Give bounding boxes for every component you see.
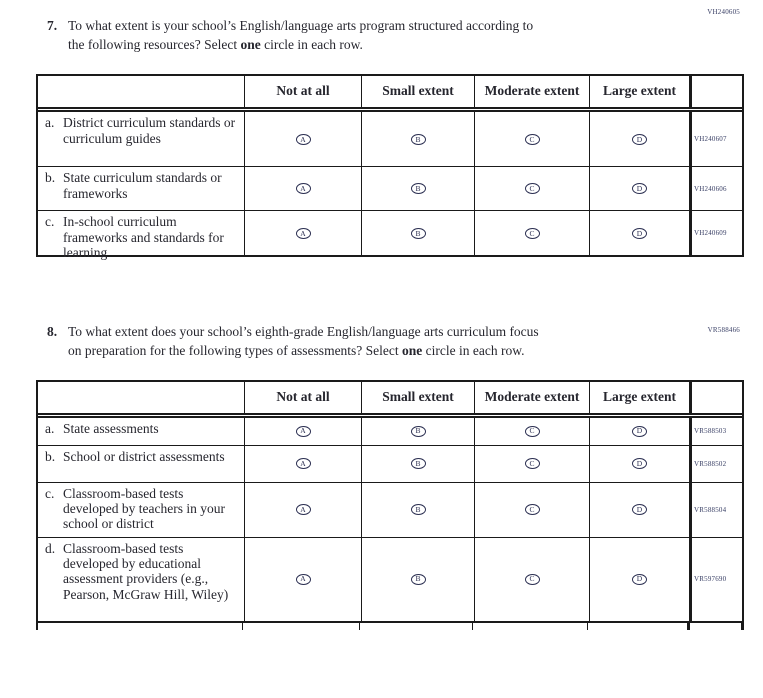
- question-7-prompt: [47, 17, 703, 54]
- row-code: VR597690: [690, 538, 746, 621]
- answer-bubble-d[interactable]: D: [632, 574, 647, 585]
- option-cell: [245, 418, 362, 445]
- answer-bubble-b[interactable]: B: [411, 134, 426, 145]
- header-cell-small-extent: Small extent: [362, 382, 475, 413]
- table-row: [38, 537, 742, 621]
- option-cell: [590, 446, 690, 482]
- row-letter: b.: [45, 448, 56, 464]
- header-cell-moderate-extent: Moderate extent: [475, 76, 590, 107]
- prompt-text: circle in each row.: [260, 36, 363, 52]
- prompt-line: [68, 36, 533, 55]
- option-cell: [475, 418, 590, 445]
- answer-bubble-d[interactable]: D: [632, 228, 647, 239]
- prompt-line: To what extent is your school’s English/language arts program structured according to: [68, 18, 534, 33]
- question-8-number: 8.: [47, 324, 58, 340]
- question-8-prompt: [47, 323, 703, 360]
- option-cell: [590, 538, 690, 621]
- row-label: [38, 167, 245, 210]
- option-cell: [590, 167, 690, 210]
- row-code: VH240607: [690, 112, 746, 166]
- option-cell: [590, 112, 690, 166]
- answer-bubble-b[interactable]: B: [411, 228, 426, 239]
- answer-bubble-d[interactable]: D: [632, 134, 647, 145]
- row-code: VH240609: [690, 211, 746, 255]
- answer-bubble-c[interactable]: C: [525, 458, 540, 469]
- option-cell: [475, 211, 590, 255]
- option-cell: [245, 483, 362, 537]
- answer-bubble-c[interactable]: C: [525, 134, 540, 145]
- row-code: VR588504: [690, 483, 746, 537]
- row-label: [38, 112, 245, 166]
- answer-bubble-b[interactable]: B: [411, 458, 426, 469]
- answer-bubble-a[interactable]: A: [296, 183, 311, 194]
- option-cell: [475, 538, 590, 621]
- row-label: [38, 418, 245, 445]
- row-code: VR588502: [690, 446, 746, 482]
- option-cell: [475, 167, 590, 210]
- row-letter: a.: [45, 420, 55, 436]
- table-row: [38, 210, 742, 260]
- option-cell: [245, 112, 362, 166]
- header-cell-moderate-extent: Moderate extent: [475, 382, 590, 413]
- answer-bubble-c[interactable]: C: [525, 574, 540, 585]
- option-cell: [475, 112, 590, 166]
- table-row: [38, 418, 742, 445]
- option-cell: [362, 167, 475, 210]
- answer-bubble-c[interactable]: C: [525, 426, 540, 437]
- row-code: VH240606: [690, 167, 746, 210]
- question-8-code: VR588466: [707, 326, 740, 335]
- header-cell-empty: [38, 76, 245, 107]
- row-label: [38, 446, 245, 482]
- cut-rule: [243, 623, 360, 630]
- question-8-response-table: [36, 380, 744, 623]
- option-cell: [245, 538, 362, 621]
- row-label: [38, 211, 245, 260]
- option-cell: [590, 211, 690, 255]
- option-cell: [362, 211, 475, 255]
- option-cell: [590, 483, 690, 537]
- question-7: [0, 0, 763, 260]
- option-cell: [475, 483, 590, 537]
- prompt-text: circle in each row.: [422, 342, 525, 358]
- row-label-text: Classroom-based tests developed by educational assessment providers (e.g., Pearson, McGraw Hill, Wiley): [63, 540, 229, 602]
- row-letter: d.: [45, 540, 56, 556]
- answer-bubble-c[interactable]: C: [525, 504, 540, 515]
- row-label: [38, 483, 245, 537]
- answer-bubble-a[interactable]: A: [296, 504, 311, 515]
- answer-bubble-d[interactable]: D: [632, 183, 647, 194]
- option-cell: [362, 483, 475, 537]
- prompt-text: the following resources? Select: [68, 36, 241, 52]
- prompt-line: [68, 342, 539, 361]
- prompt-text: on preparation for the following types of assessments? Select: [68, 342, 403, 358]
- question-7-response-table: [36, 74, 744, 260]
- cut-rule: [360, 623, 473, 630]
- answer-bubble-a[interactable]: A: [296, 458, 311, 469]
- prompt-bold-word: one: [402, 342, 423, 358]
- option-cell: [362, 446, 475, 482]
- table-row: [38, 166, 742, 210]
- header-cell-not-at-all: Not at all: [245, 76, 362, 107]
- row-label-text: State assessments: [63, 420, 159, 436]
- table-row: [38, 445, 742, 482]
- header-cell-large-extent: Large extent: [590, 76, 690, 107]
- answer-bubble-b[interactable]: B: [411, 504, 426, 515]
- row-code: VR588503: [690, 418, 746, 445]
- row-letter: c.: [45, 485, 55, 501]
- question-7-number: 7.: [47, 18, 58, 33]
- answer-bubble-d[interactable]: D: [632, 504, 647, 515]
- prompt-bold-word: one: [240, 36, 261, 52]
- option-cell: [245, 167, 362, 210]
- answer-bubble-b[interactable]: B: [411, 183, 426, 194]
- row-letter: c.: [45, 214, 55, 230]
- answer-bubble-a[interactable]: A: [296, 228, 311, 239]
- row-letter: b.: [45, 170, 56, 186]
- row-label-text: State curriculum standards or frameworks: [63, 170, 222, 201]
- question-7-code: VH240605: [707, 8, 740, 16]
- header-cell-empty: [38, 382, 245, 413]
- option-cell: [362, 418, 475, 445]
- row-letter: a.: [45, 115, 55, 131]
- question-8: [0, 323, 763, 629]
- answer-bubble-c[interactable]: C: [525, 228, 540, 239]
- cut-rule: [688, 623, 742, 630]
- option-cell: [245, 446, 362, 482]
- prompt-line: To what extent does your school’s eighth-grade English/language arts curriculum focus: [68, 324, 539, 340]
- option-cell: [475, 446, 590, 482]
- option-cell: [362, 538, 475, 621]
- answer-bubble-b[interactable]: B: [411, 426, 426, 437]
- answer-bubble-b[interactable]: B: [411, 574, 426, 585]
- row-label-text: School or district assessments: [63, 448, 225, 464]
- row-label: [38, 538, 245, 621]
- answer-bubble-d[interactable]: D: [632, 458, 647, 469]
- header-cell-small-extent: Small extent: [362, 76, 475, 107]
- row-label-text: Classroom-based tests developed by teachers in your school or district: [63, 485, 225, 532]
- row-label-text: District curriculum standards or curriculum guides: [63, 115, 236, 146]
- table-cutoff-strip: [36, 623, 744, 630]
- question-7-prompt-text: [68, 17, 533, 54]
- option-cell: [245, 211, 362, 255]
- header-cell-not-at-all: Not at all: [245, 382, 362, 413]
- header-cell-code: [690, 76, 746, 107]
- row-label-text: In-school curriculum frameworks and standards for learning: [63, 214, 224, 260]
- option-cell: [590, 418, 690, 445]
- header-cell-code: [690, 382, 746, 413]
- option-cell: [362, 112, 475, 166]
- answer-bubble-a[interactable]: A: [296, 574, 311, 585]
- cut-rule: [473, 623, 588, 630]
- table-header-row: [38, 76, 742, 112]
- table-row: [38, 482, 742, 537]
- table-row: [38, 112, 742, 166]
- answer-bubble-a[interactable]: A: [296, 134, 311, 145]
- cut-rule: [588, 623, 688, 630]
- cut-rule: [38, 623, 243, 630]
- header-cell-large-extent: Large extent: [590, 382, 690, 413]
- table-header-row: [38, 382, 742, 418]
- question-8-prompt-text: [68, 323, 539, 360]
- answer-bubble-a[interactable]: A: [296, 426, 311, 437]
- answer-bubble-d[interactable]: D: [632, 426, 647, 437]
- answer-bubble-c[interactable]: C: [525, 183, 540, 194]
